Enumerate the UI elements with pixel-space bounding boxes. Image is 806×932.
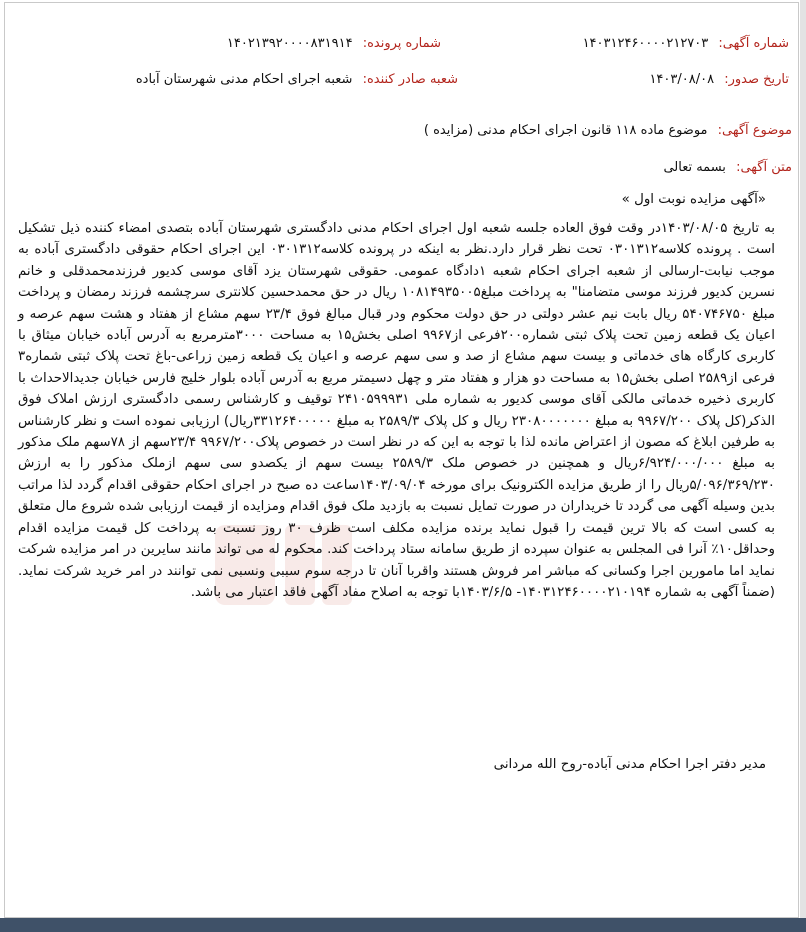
issuing-branch-value: شعبه اجرای احکام مدنی شهرستان آباده [135, 72, 353, 87]
case-number-field [227, 36, 441, 51]
footer-bar [0, 918, 806, 932]
scrollbar-track[interactable] [800, 0, 806, 918]
case-number-label: شماره پرونده: [362, 36, 441, 51]
issuing-branch-label: شعبه صادر کننده: [362, 72, 458, 87]
notice-body [18, 218, 775, 603]
subject-value: موضوع ماده ۱۱۸ قانون اجرای احکام مدنی (مزایده ) [423, 123, 708, 138]
notice-number-label: شماره آگهی: [718, 36, 789, 51]
notice-number-value: ۱۴۰۳۱۲۴۶۰۰۰۰۲۱۲۷۰۳ [582, 36, 709, 51]
notice-text-label: متن آگهی: [736, 160, 792, 175]
subject-field [424, 123, 792, 138]
auction-heading: «آگهی مزایده نوبت اول » [621, 192, 766, 207]
notice-text-field [663, 160, 792, 175]
notice-body-paragraph: به تاریخ ۱۴۰۳/۰۸/۰۵در وقت فوق العاده جلسه شعبه اول اجرای احکام مدنی دادگستری شهرستان آباده بتصدی امضاء کننده ذیل تشکیل است . پرونده کلاسه۰۳۰۱۳۱۲ تحت نظر قرار دارد.نظر به اینکه در پرونده کلاسه۰۳۰۱۳۱۲ این اجرای احکام حقوقی دادگستری آباده به موجب نیابت-ارسالی از شعبه اجرای احکام شعبه ۱دادگاه عمومی. حقوقی شهرستان یزد آقای موسی کدیور فرزندمحمدقلی و خانم نسرین کدیور فرزند موسی متضامنا" به پرداخت مبلغ۱۰۸۱۴۹۳۵۰۰۵ ریال در حق محمدحسین کلانتری سرچشمه فرزند رمضان و پرداخت مبلغ ۵۴۰۷۴۶۷۵۰ ریال بابت نیم عشر دولتی در حق دولت محکوم ودر قبال مبالغ فوق ۲۳/۴ سهم مشاع از هفتاد و هشت سهم عرصه و اعیان یک قطعه زمین تحت پلاک ثبتی شماره۲۰۰فرعی از۹۹۶۷ اصلی بخش۱۵ به مساحت ۳۰۰۰مترمربع به آدرس آباده خیابان میثاق با کاربری کارگاه های خدماتی و بیست سهم مشاع از صد و سی سهم عرصه و اعیان یک قطعه زمین زراعی-باغ تحت پلاک ثبتی شماره۳ فرعی از۲۵۸۹ اصلی بخش۱۵ به مساحت دو هزار و هفتاد متر و چهل دسیمتر مربع به آدرس آباده بلوار خلیج فارس خیابان جدیدالاحداث با کاربری ذخیره خدماتی مالکی آقای موسی کدیور به شماره ملی ۲۴۱۰۵۹۹۹۳۱ توقیف و کارشناس رسمی دادگستری ارزش املاک فوق الذکر(کل پلاک ۹۹۶۷/۲۰۰ به مبلغ ۲۳۰۸۰۰۰۰۰۰۰ ریال و کل پلاک ۲۵۸۹/۳ به مبلغ ۳۳۱۲۶۴۰۰۰۰۰ریال) ارزیابی نموده است و نظر کارشناس به طرفین ابلاغ که مصون از اعتراض مانده لذا با توجه به این که در نظر است در خصوص پلاک۹۹۶۷/۲۰۰ ۲۳/۴سهم از ۷۸سهم ملک مذکور به مبلغ ۶/۹۲۴/۰۰۰/۰۰۰ریال و همچنین در خصوص ملک ۲۵۸۹/۳ بیست سهم از یکصدو سی سهم ازملک مذکور را به ارزش ۵/۰۹۶/۳۶۹/۲۳۰ریال را از طریق مزایده الکترونیک برای مورخه ۱۴۰۳/۰۹/۰۴ساعت ده صبح در اجرای احکام حقوقی اقدام گردد لذا مراتب بدین وسیله آگهی می گردد تا خریداران در صورت تمایل نسبت به بازدید ملک فوق اقدام ومزایده از قیمت ارزیابی شده شروع مال متعلق به کسی است که بالا ترین قیمت را قبول نماید برنده مزایده مکلف است ظرف ۳۰ روز نسبت به پرداخت کل قیمت مزایده اقدام وحداقل۱۰٪ آنرا فی المجلس به عنوان سپرده از طریق سامانه ستاد پرداخت کند. محکوم له می تواند مانند سایرین در امر مزایده شرکت نماید اما مامورین اجرا وکسانی که مباشر امر فروش هستند واقربا آنان تا درجه سوم سببی ونسبی نمی توانند در امر خرید شرکت نماید. (ضمناً آگهی به شماره ۱۴۰۳۱۲۴۶۰۰۰۰۲۱۰۱۹۴- ۱۴۰۳/۶/۵با توجه به اصلاح مفاد آگهی فاقد اعتبار می باشد. [18, 221, 776, 600]
notice-text-value: بسمه تعالی [663, 160, 726, 175]
issuing-branch-field [136, 72, 458, 87]
subject-label: موضوع آگهی: [717, 123, 792, 138]
issue-date-label: تاریخ صدور: [724, 72, 789, 87]
case-number-value: ۱۴۰۲۱۳۹۲۰۰۰۰۸۳۱۹۱۴ [226, 36, 353, 51]
issue-date-field [649, 72, 789, 87]
signature-line: مدیر دفتر اجرا احکام مدنی آباده-روح الله مردانی [493, 757, 766, 772]
issue-date-value: ۱۴۰۳/۰۸/۰۸ [649, 72, 715, 87]
notice-number-field [583, 36, 789, 51]
